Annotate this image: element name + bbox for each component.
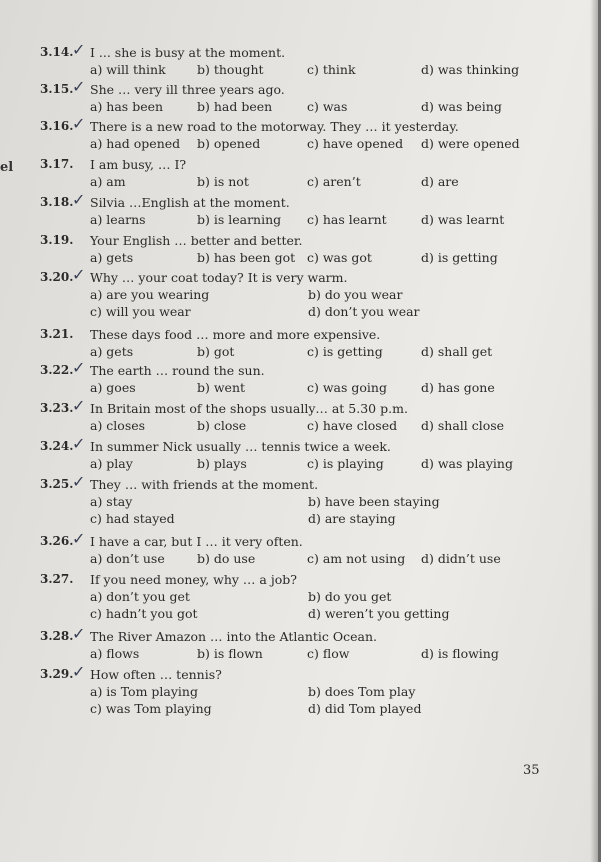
answer-option-c: c) will you wear bbox=[90, 304, 191, 319]
handwritten-check-icon: ✓ bbox=[72, 40, 86, 59]
answer-option-c: c) had stayed bbox=[90, 511, 175, 526]
question-number: 3.23. bbox=[40, 401, 74, 415]
answer-option-d: d) shall close bbox=[421, 418, 505, 433]
answer-option-d: d) was playing bbox=[421, 456, 513, 471]
answer-option-b: b) do you wear bbox=[308, 287, 403, 302]
answer-option-d: d) were opened bbox=[421, 136, 520, 151]
answer-option-c: c) flow bbox=[307, 646, 350, 661]
answer-option-a: a) gets bbox=[90, 250, 134, 265]
answer-option-b: b) is not bbox=[197, 174, 249, 189]
answer-option-c: c) is getting bbox=[307, 344, 383, 359]
question-number: 3.24. bbox=[40, 439, 74, 453]
answer-option-c: c) has learnt bbox=[307, 212, 387, 227]
answer-option-c: c) was bbox=[307, 99, 348, 114]
answer-option-c: c) was going bbox=[307, 380, 387, 395]
answer-option-b: b) has been got bbox=[197, 250, 296, 265]
answer-option-a: a) don’t use bbox=[90, 551, 165, 566]
answer-option-d: d) was learnt bbox=[421, 212, 505, 227]
answer-option-b: b) close bbox=[197, 418, 247, 433]
answer-option-c: c) have opened bbox=[307, 136, 404, 151]
answer-option-b: b) plays bbox=[197, 456, 247, 471]
answer-option-d: d) was thinking bbox=[421, 62, 520, 77]
answer-option-c: c) have closed bbox=[307, 418, 398, 433]
answer-option-c: c) aren’t bbox=[307, 174, 361, 189]
answer-option-d: d) was being bbox=[421, 99, 502, 114]
answer-option-a: a) play bbox=[90, 456, 133, 471]
handwritten-check-icon: ✓ bbox=[72, 434, 86, 453]
answer-option-a: a) learns bbox=[90, 212, 146, 227]
answer-option-b: b) have been staying bbox=[308, 494, 440, 509]
answer-option-d: d) shall get bbox=[421, 344, 493, 359]
answer-option-a: a) goes bbox=[90, 380, 136, 395]
question-stem: She … very ill three years ago. bbox=[90, 82, 285, 97]
handwritten-check-icon: ✓ bbox=[72, 624, 86, 643]
question-stem: I am busy, … I? bbox=[90, 157, 187, 172]
answer-option-d: d) did Tom played bbox=[308, 701, 422, 716]
answer-option-d: d) has gone bbox=[421, 380, 495, 395]
page-number: 35 bbox=[523, 763, 540, 778]
answer-option-a: a) had opened bbox=[90, 136, 181, 151]
answer-option-b: b) got bbox=[197, 344, 235, 359]
question-stem: They … with friends at the moment. bbox=[90, 477, 319, 492]
answer-option-d: d) don’t you wear bbox=[308, 304, 420, 319]
question-number: 3.27. bbox=[40, 572, 74, 586]
answer-option-d: d) is getting bbox=[421, 250, 498, 265]
handwritten-check-icon: ✓ bbox=[72, 77, 86, 96]
answer-option-d: d) are bbox=[421, 174, 459, 189]
answer-option-a: a) stay bbox=[90, 494, 133, 509]
answer-option-c: c) think bbox=[307, 62, 356, 77]
question-number: 3.20. bbox=[40, 270, 74, 284]
question-number: 3.29. bbox=[40, 667, 74, 681]
answer-option-a: a) are you wearing bbox=[90, 287, 210, 302]
question-stem: If you need money, why … a job? bbox=[90, 572, 297, 587]
answer-option-a: a) am bbox=[90, 174, 126, 189]
question-number: 3.17. bbox=[40, 157, 74, 171]
answer-option-a: a) has been bbox=[90, 99, 164, 114]
question-stem: Your English … better and better. bbox=[90, 233, 303, 248]
answer-option-b: b) is flown bbox=[197, 646, 263, 661]
answer-option-a: a) will think bbox=[90, 62, 166, 77]
question-stem: There is a new road to the motorway. They … it yesterday. bbox=[90, 119, 459, 134]
answer-option-c: c) am not using bbox=[307, 551, 406, 566]
question-stem: These days food … more and more expensive. bbox=[90, 327, 381, 342]
question-number: 3.14. bbox=[40, 45, 74, 59]
question-number: 3.18. bbox=[40, 195, 74, 209]
answer-option-a: a) flows bbox=[90, 646, 140, 661]
handwritten-check-icon: ✓ bbox=[72, 396, 86, 415]
answer-option-d: d) is flowing bbox=[421, 646, 499, 661]
answer-option-b: b) is learning bbox=[197, 212, 282, 227]
question-stem: Silvia …English at the moment. bbox=[90, 195, 290, 210]
margin-text-fragment: el bbox=[0, 160, 14, 175]
answer-option-b: b) thought bbox=[197, 62, 264, 77]
answer-option-b: b) do you get bbox=[308, 589, 392, 604]
handwritten-check-icon: ✓ bbox=[72, 114, 86, 133]
question-stem: I ... she is busy at the moment. bbox=[90, 45, 286, 60]
answer-option-a: a) gets bbox=[90, 344, 134, 359]
question-number: 3.22. bbox=[40, 363, 74, 377]
answer-option-b: b) opened bbox=[197, 136, 261, 151]
handwritten-check-icon: ✓ bbox=[72, 358, 86, 377]
handwritten-check-icon: ✓ bbox=[72, 190, 86, 209]
handwritten-check-icon: ✓ bbox=[72, 472, 86, 491]
question-stem: In Britain most of the shops usually… at 5.30 p.m. bbox=[90, 401, 408, 416]
question-number: 3.15. bbox=[40, 82, 74, 96]
answer-option-b: b) does Tom play bbox=[308, 684, 416, 699]
answer-option-a: a) closes bbox=[90, 418, 146, 433]
question-number: 3.28. bbox=[40, 629, 74, 643]
answer-option-c: c) was Tom playing bbox=[90, 701, 212, 716]
question-number: 3.26. bbox=[40, 534, 74, 548]
question-stem: The River Amazon … into the Atlantic Ocean. bbox=[90, 629, 377, 644]
answer-option-a: a) don’t you get bbox=[90, 589, 190, 604]
question-stem: I have a car, but I … it very often. bbox=[90, 534, 303, 549]
answer-option-b: b) went bbox=[197, 380, 246, 395]
question-number: 3.16. bbox=[40, 119, 74, 133]
question-stem: In summer Nick usually … tennis twice a week. bbox=[90, 439, 391, 454]
answer-option-d: d) didn’t use bbox=[421, 551, 501, 566]
answer-option-b: b) do use bbox=[197, 551, 256, 566]
question-number: 3.19. bbox=[40, 233, 74, 247]
answer-option-c: c) was got bbox=[307, 250, 372, 265]
handwritten-check-icon: ✓ bbox=[72, 662, 86, 681]
question-stem: How often … tennis? bbox=[90, 667, 222, 682]
question-stem: The earth … round the sun. bbox=[90, 363, 265, 378]
handwritten-check-icon: ✓ bbox=[72, 265, 86, 284]
answer-option-c: c) hadn’t you got bbox=[90, 606, 198, 621]
question-number: 3.25. bbox=[40, 477, 74, 491]
answer-option-a: a) is Tom playing bbox=[90, 684, 198, 699]
question-stem: Why … your coat today? It is very warm. bbox=[90, 270, 348, 285]
answer-option-d: d) weren’t you getting bbox=[308, 606, 450, 621]
answer-option-b: b) had been bbox=[197, 99, 273, 114]
answer-option-d: d) are staying bbox=[308, 511, 396, 526]
answer-option-c: c) is playing bbox=[307, 456, 384, 471]
question-number: 3.21. bbox=[40, 327, 74, 341]
handwritten-check-icon: ✓ bbox=[72, 529, 86, 548]
